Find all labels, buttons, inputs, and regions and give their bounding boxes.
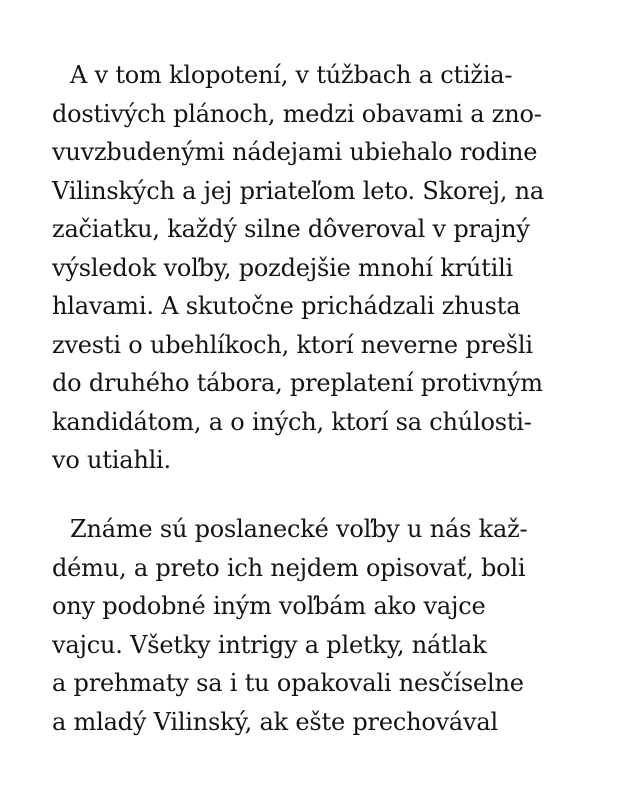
text-line: a prehmaty sa i tu opakovali nesčíselne xyxy=(52,669,524,697)
text-line: kandidátom, a o iných, ktorí sa chúlosti- xyxy=(52,407,532,436)
paragraph-1 xyxy=(52,56,544,480)
text-line: dostivých plánoch, medzi obavami a zno- xyxy=(52,99,542,128)
text-line: zvesti o ubehlíkoch, ktorí neverne prešli xyxy=(52,330,533,359)
text-line: vajcu. Všetky intrigy a pletky, nátlak xyxy=(52,630,487,659)
text-line: vuvzbudenými nádejami ubiehalo rodine xyxy=(52,138,538,166)
text-line: ony podobné iným voľbám ako vajce xyxy=(52,592,486,620)
text-line: začiatku, každý silne dôveroval v prajný xyxy=(52,215,530,243)
text-line: dému, a preto ich nejdem opisovať, boli xyxy=(52,553,526,582)
text-line: hlavami. A skutočne prichádzali zhusta xyxy=(52,292,521,320)
text-line: Známe sú poslanecké voľby u nás kaž- xyxy=(70,515,528,543)
text-line: vo utiahli. xyxy=(52,446,171,474)
text-line: A v tom klopotení, v túžbach a ctižia- xyxy=(70,61,513,89)
text-line: a mladý Vilinský, ak ešte prechovával xyxy=(52,707,498,736)
text-line: do druhého tábora, preplatení protivným xyxy=(52,369,543,397)
paragraph-2 xyxy=(52,510,527,741)
text-line: Vilinských a jej priateľom leto. Skorej, na xyxy=(52,176,544,205)
text-line: výsledok voľby, pozdejšie mnohí krútili xyxy=(52,253,514,282)
